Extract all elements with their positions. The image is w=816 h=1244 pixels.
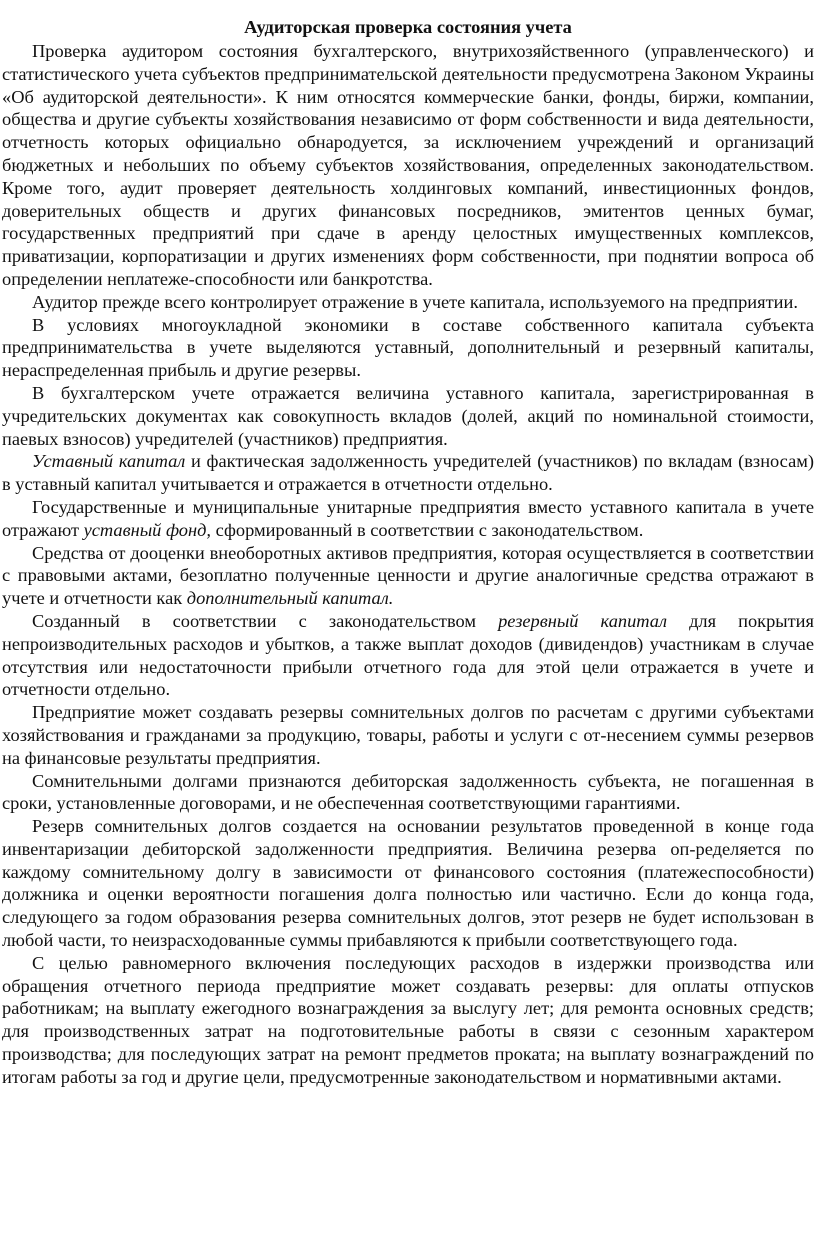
paragraph-text: и фактическая задолженность учредителей (участников) по вкладам (взносам) в уставный капитал учитывается и отражается в отчетности отдельно. <box>2 451 814 495</box>
paragraph-equity-structure <box>2 314 814 382</box>
paragraph-text: Предприятие может создавать резервы сомнительных долгов по расчетам с другими субъектами хозяйствования и гражданами за продукцию, товары, работы и услуги с от-несением суммы резервов на финансовые результаты предприятия. <box>2 702 814 768</box>
paragraph-additional-capital <box>2 542 814 610</box>
paragraph-capital-control <box>2 291 814 314</box>
paragraph-text: Государственные и муниципальные унитарные предприятия вместо уставного капитала в учете отражают <box>2 496 814 540</box>
paragraph-other-reserves <box>2 952 814 1089</box>
paragraph-reserve-creation <box>2 815 814 952</box>
paragraph-text: Созданный в соответствии с законодательством <box>32 610 499 631</box>
term-reserve-capital: резервный капитал <box>498 610 667 631</box>
paragraph-text: Сомнительными долгами признаются дебиторская задолженность субъекта, не погашенная в сроки, установленные договорами, и не обеспеченная соответствующими гарантиями. <box>2 770 814 814</box>
term-charter-capital: Уставный капитал <box>32 451 186 472</box>
paragraph-audit-scope <box>2 40 814 291</box>
paragraph-text: В бухгалтерском учете отражается величина уставного капитала, зарегистрированная в учредительских документах как совокупность вкладов (долей, акций по номинальной стоимости, паевых взносов) учредителей (участников) предприятия. <box>2 382 814 449</box>
paragraph-doubtful-debt-definition <box>2 770 814 816</box>
paragraph-charter-capital-amount <box>2 382 814 450</box>
document-title: Аудиторская проверка состояния учета <box>244 17 572 37</box>
paragraph-text: Аудитор прежде всего контролирует отражение в учете капитала, используемого на предприятии. <box>32 291 798 312</box>
term-additional-capital: дополнительный капитал. <box>186 588 394 609</box>
paragraph-text: С целью равномерного включения последующих расходов в издержки производства или обращения отчетного периода предприятие может создавать резервы: для оплаты отпусков работникам; на выплату ежегодного вознаграждения за выслугу лет; для ремонта основных средств; для производственных затрат на подготовительные работы в связи с сезонным характером производства; для последующих затрат на ремонт предметов проката; на выплату вознаграждений по итогам работы за год и другие цели, предусмотренные законодательством и нормативными актами. <box>2 952 814 1087</box>
paragraph-text: Проверка аудитором состояния бухгалтерского, внутрихозяйственного (управленческого) и статистического учета субъектов предпринимательской деятельности предусмотрена Законом Украины «Об аудиторской деятельности». К ним относятся коммерческие банки, фонды, биржи, компании, общества и другие субъекты хозяйствования независимо от форм собственности и вида деятельности, отчетность которых официально обнародуется, за исключением учреждений и организаций бюджетных и небольших по объему субъектов хозяйствования, определенных законодательством. Кроме того, аудит проверяет деятельность холдинговых компаний, инвестиционных фондов, доверительных обществ и других финансовых посредников, эмитентов ценных бумаг, государственных предприятий при сдаче в аренду целостных имущественных комплексов, приватизации, корпоратизации и других изменениях форм собственности, при поднятии вопроса об определении неплатеже-способности или банкротства. <box>2 41 814 289</box>
term-charter-fund: уставный фонд, <box>83 519 211 540</box>
paragraph-text: Резерв сомнительных долгов создается на основании результатов проведенной в конце года инвентаризации дебиторской задолженности предприятия. Величина резерва оп-ределяется по каждому сомнительному долгу в зависимости от финансового состояния (платежеспособности) должника и оценки вероятности погашения долга полностью или частично. Если до конца года, следующего за годом образования резерва сомнительных долгов, этот резерв не будет использован в любой части, то неизрасходованные суммы прибавляются к прибыли соответствующего года. <box>2 816 814 951</box>
paragraph-text: Средства от дооценки внеоборотных активов предприятия, которая осуществляется в соответствии с правовыми актами, безоплатно полученные ценности и другие аналогичные средства отражают в учете и отчетности как <box>2 542 814 609</box>
paragraph-charter-fund <box>2 496 814 542</box>
paragraph-text: для покрытия непроизводительных расходов и убытков, а также выплат доходов (дивидендов) участникам в случае отсутствия или недостаточности прибыли отчетного года для этой цели отражается в учете и отчетности отдельно. <box>2 610 814 700</box>
paragraph-doubtful-debt-reserves <box>2 701 814 769</box>
paragraph-reserve-capital <box>2 610 814 701</box>
paragraph-text: В условиях многоукладной экономики в составе собственного капитала субъекта предпринимательства в учете выделяются уставный, дополнительный и резервный капиталы, нераспределенная прибыль и другие резервы. <box>2 314 814 381</box>
paragraph-charter-capital <box>2 450 814 496</box>
paragraph-text: сформированный в соответствии с законодательством. <box>211 519 644 540</box>
